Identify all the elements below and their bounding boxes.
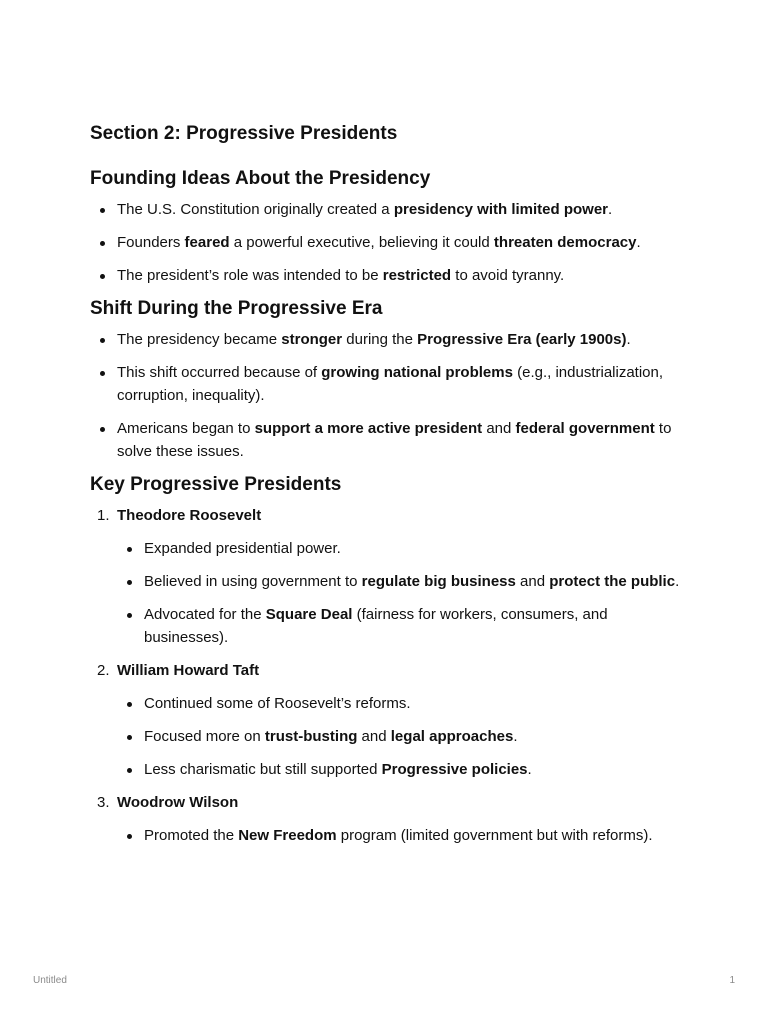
- text-run: Founders: [117, 234, 185, 251]
- text-run: Advocated for the: [144, 606, 266, 623]
- document-page: [90, 122, 690, 857]
- text-run: The presidency became: [117, 331, 282, 348]
- list-number: 2.: [97, 662, 110, 679]
- bold-text: legal approaches: [390, 728, 514, 745]
- president-name: William Howard Taft: [117, 662, 260, 679]
- text-run: and: [357, 728, 391, 745]
- text-run: (fairness for workers, consumers, and businesses).: [144, 606, 608, 646]
- list-number: 3.: [97, 794, 110, 811]
- text-run: to avoid tyranny.: [451, 267, 565, 284]
- text-run: .: [626, 331, 631, 348]
- text-run: .: [527, 761, 532, 778]
- text-run: Focused more on: [144, 728, 265, 745]
- list-item: [90, 361, 690, 407]
- text-run: Promoted the: [144, 827, 239, 844]
- text-run: Believed in using government to: [144, 573, 362, 590]
- text-run: .: [675, 573, 680, 590]
- list-number: 1.: [97, 507, 110, 524]
- bold-text: restricted: [382, 267, 452, 284]
- bold-text: threaten democracy: [493, 234, 637, 251]
- list-item: [117, 603, 690, 649]
- text-run: and: [482, 420, 516, 437]
- text-run: Less charismatic but still supported: [144, 761, 382, 778]
- bold-text: support a more active president: [254, 420, 483, 437]
- text-run: during the: [342, 331, 418, 348]
- section-key-presidents: [90, 473, 690, 847]
- text-run: The U.S. Constitution originally created a: [117, 201, 394, 218]
- president-name: Theodore Roosevelt: [117, 507, 262, 524]
- list-item: [117, 758, 690, 781]
- bold-text: trust-busting: [264, 728, 358, 745]
- list-item: [90, 264, 690, 287]
- president-item-taft: [90, 659, 690, 781]
- bold-text: growing national problems: [321, 364, 513, 381]
- bullet-list: [90, 198, 690, 287]
- text-run: .: [636, 234, 641, 251]
- text-run: to solve these issues.: [117, 420, 672, 460]
- text-run: Expanded presidential power.: [144, 540, 341, 557]
- text-run: (e.g., industrialization, corruption, inequality).: [117, 364, 664, 404]
- section-heading: Shift During the Progressive Era: [90, 298, 383, 319]
- section-progressive-shift: [90, 297, 690, 463]
- footer-page-number: 1: [729, 975, 735, 986]
- text-run: .: [513, 728, 518, 745]
- text-run: a powerful executive, believing it could: [229, 234, 494, 251]
- bold-text: New Freedom: [238, 827, 337, 844]
- bold-text: feared: [184, 234, 230, 251]
- sub-bullet-list: [117, 537, 690, 649]
- bold-text: regulate big business: [361, 573, 516, 590]
- list-item: [90, 231, 690, 254]
- section-heading: Founding Ideas About the Presidency: [90, 168, 431, 189]
- president-item-roosevelt: [90, 504, 690, 649]
- bold-text: Square Deal: [265, 606, 353, 623]
- list-item: [117, 570, 690, 593]
- footer-document-name: Untitled: [33, 975, 67, 986]
- text-run: This shift occurred because of: [117, 364, 322, 381]
- text-run: program (limited government but with reforms).: [336, 827, 653, 844]
- bold-text: protect the public: [549, 573, 676, 590]
- bold-text: stronger: [281, 331, 343, 348]
- list-item: [90, 198, 690, 221]
- numbered-list: [90, 504, 690, 847]
- list-item: [90, 417, 690, 463]
- list-item: [90, 328, 690, 351]
- president-item-wilson: [90, 791, 690, 847]
- sub-bullet-list: [117, 692, 690, 781]
- sub-bullet-list: [117, 824, 690, 847]
- list-item: [117, 725, 690, 748]
- section-founding-ideas: [90, 167, 690, 287]
- bullet-list: [90, 328, 690, 463]
- text-run: The president’s role was intended to be: [117, 267, 383, 284]
- text-run: Americans began to: [117, 420, 255, 437]
- text-run: .: [608, 201, 613, 218]
- bold-text: Progressive policies: [381, 761, 528, 778]
- list-item: [117, 824, 690, 847]
- page-title: Section 2: Progressive Presidents: [90, 123, 398, 144]
- bold-text: presidency with limited power: [393, 201, 609, 218]
- text-run: and: [515, 573, 550, 590]
- section-heading: Key Progressive Presidents: [90, 474, 342, 495]
- bold-text: federal government: [515, 420, 655, 437]
- list-item: [117, 692, 690, 715]
- president-name: Woodrow Wilson: [117, 794, 239, 811]
- list-item: [117, 537, 690, 560]
- bold-text: Progressive Era (early 1900s): [417, 331, 627, 348]
- text-run: Continued some of Roosevelt’s reforms.: [144, 695, 411, 712]
